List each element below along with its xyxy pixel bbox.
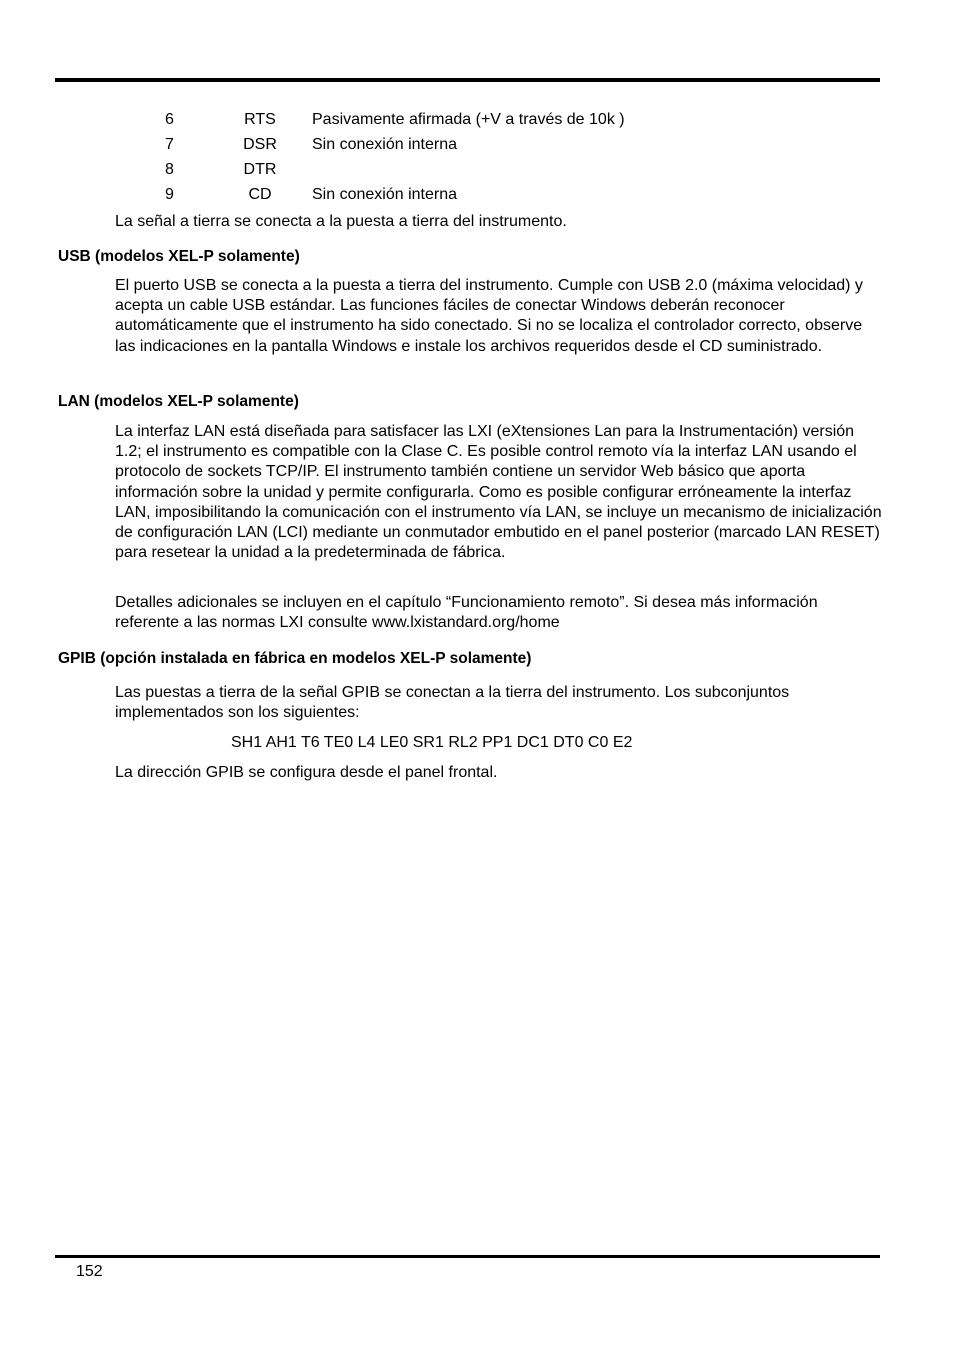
pin-number: 8 [165,161,174,178]
pin-description: Sin conexión interna [312,186,457,203]
pin-signal: CD [248,186,272,203]
gpib-subsets: SH1 AH1 T6 TE0 L4 LE0 SR1 RL2 PP1 DC1 DT0 C0 E2 [231,734,633,751]
gpib-paragraph-2: La dirección GPIB se configura desde el panel frontal. [115,764,498,781]
gpib-paragraph-1: Las puestas a tierra de la señal GPIB se conectan a la tierra del instrumento. Los subconjuntos implementados son los siguientes: [115,684,790,722]
pin-description: Sin conexión interna [312,136,457,153]
lan-heading: LAN (modelos XEL-P solamente) [58,393,299,410]
footer-rule [55,1255,880,1258]
pin-signal: RTS [244,111,276,128]
page-number: 152 [76,1263,103,1280]
lan-paragraph-1: La interfaz LAN está diseñada para satisfacer las LXI (eXtensiones Lan para la Instrumentación) versión 1.2; el instrumento es compatible con la Clase C. Es posible control remoto vía la interfaz LAN usando el protocolo de sockets TCP/IP. El instrumento también contiene un servidor Web básico que aporta información sobre la unidad y permite configurarla. Como es posible configurar erróneamente la interfaz LAN, imposibilitando la comunicación con el instrumento vía LAN, se incluye un mecanismo de inicialización de configuración LAN (LCI) mediante un conmutador embutido en el panel posterior (marcado LAN RESET) para resetear la unidad a la predeterminada de fábrica. [115,423,882,562]
usb-paragraph: El puerto USB se conecta a la puesta a tierra del instrumento. Cumple con USB 2.0 (máxima velocidad) y acepta un cable USB estándar. Las funciones fáciles de conectar Windows deberán reconocer automáticamente que el instrumento ha sido conectado. Si no se localiza el controlador correcto, observe las indicaciones en la pantalla Windows e instale los archivos requeridos desde el CD suministrado. [115,277,863,355]
pin-signal: DSR [243,136,277,153]
pin-number: 6 [165,111,174,128]
pin-number: 9 [165,186,174,203]
lan-paragraph-2: Detalles adicionales se incluyen en el capítulo “Funcionamiento remoto”. Si desea más información referente a las normas LXI consulte www.lxistandard.org/home [115,594,818,632]
ground-note: La señal a tierra se conecta a la puesta a tierra del instrumento. [115,213,567,230]
pin-description: Pasivamente afirmada (+V a través de 10k ) [312,111,625,128]
header-rule [55,78,880,82]
pin-number: 7 [165,136,174,153]
usb-heading: USB (modelos XEL-P solamente) [58,248,300,265]
gpib-heading: GPIB (opción instalada en fábrica en modelos XEL-P solamente) [58,650,532,667]
pin-signal: DTR [243,161,277,178]
